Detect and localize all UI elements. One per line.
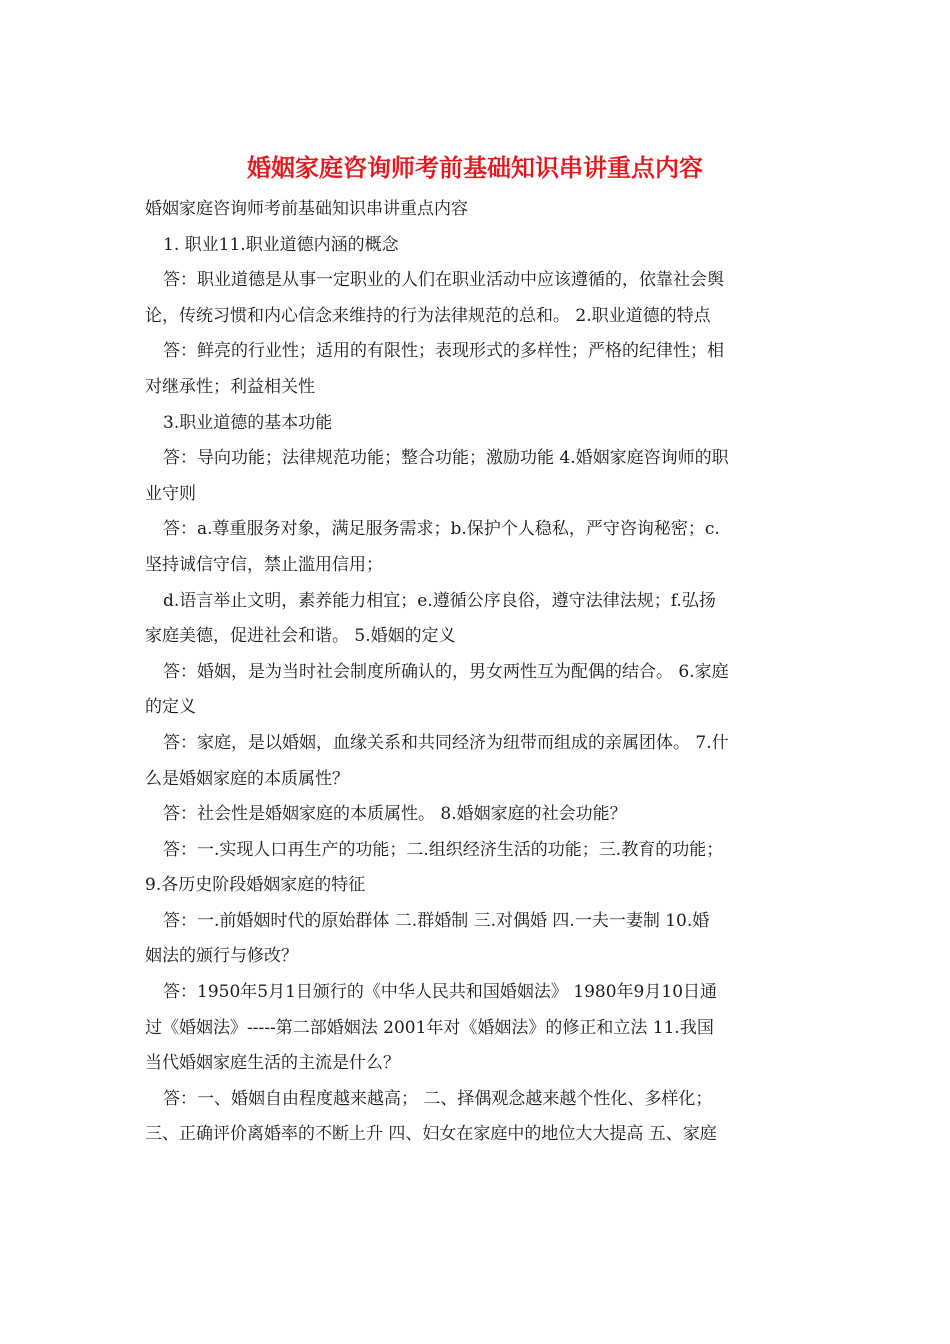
body-line: 过《婚姻法》-----第二部婚姻法 2001年对《婚姻法》的修正和立法 11.我国 bbox=[145, 1017, 714, 1038]
body-line: 答：1950年5月1日颁行的《中华人民共和国婚姻法》 1980年9月10日通 bbox=[163, 982, 718, 1003]
body-line: 答：鲜亮的行业性；适用的有限性；表现形式的多样性；严格的纪律性；相 bbox=[163, 341, 724, 362]
body-line: 答：职业道德是从事一定职业的人们在职业活动中应该遵循的，依靠社会舆 bbox=[163, 270, 724, 291]
body-line: 答：家庭，是以婚姻，血缘关系和共同经济为纽带而组成的亲属团体。 7.什 bbox=[163, 732, 729, 753]
body-line: 答：a.尊重服务对象，满足服务需求；b.保护个人稳私，严守咨询秘密；c. bbox=[163, 519, 720, 540]
document-title: 婚姻家庭咨询师考前基础知识串讲重点内容 bbox=[247, 153, 703, 182]
body-line: 9.各历史阶段婚姻家庭的特征 bbox=[145, 875, 366, 896]
body-line: 答：一.前婚姻时代的原始群体 二.群婚制 三.对偶婚 四.一夫一妻制 10.婚 bbox=[163, 910, 710, 931]
body-line: 么是婚姻家庭的本质属性？ bbox=[145, 768, 349, 789]
body-line: 答：婚姻，是为当时社会制度所确认的，男女两性互为配偶的结合。 6.家庭 bbox=[163, 661, 729, 682]
body-line: 对继承性；利益相关性 bbox=[145, 376, 315, 397]
body-line: 论，传统习惯和内心信念来维持的行为法律规范的总和。 2.职业道德的特点 bbox=[145, 305, 711, 326]
document-body bbox=[145, 192, 805, 1153]
body-line: 当代婚姻家庭生活的主流是什么？ bbox=[145, 1053, 400, 1074]
body-line: d.语言举止文明，素养能力相宜；e.遵循公序良俗，遵守法律法规；f.弘扬 bbox=[163, 590, 716, 611]
body-line: 的定义 bbox=[145, 697, 196, 718]
body-line: 婚姻家庭咨询师考前基础知识串讲重点内容 bbox=[145, 199, 468, 219]
body-line: 答：社会性是婚姻家庭的本质属性。 8.婚姻家庭的社会功能？ bbox=[163, 804, 627, 825]
body-line: 坚持诚信守信，禁止滥用信用； bbox=[145, 554, 383, 575]
body-line: 1. 职业11.职业道德内涵的概念 bbox=[163, 234, 399, 255]
body-line: 业守则 bbox=[145, 483, 196, 504]
body-line: 答：一、婚姻自由程度越来越高； 二、择偶观念越来越个性化、多样化； bbox=[163, 1088, 713, 1109]
body-line: 答：一.实现人口再生产的功能；二.组织经济生活的功能；三.教育的功能； bbox=[163, 839, 724, 860]
body-line: 答：导向功能；法律规范功能；整合功能；激励功能 4.婚姻家庭咨询师的职 bbox=[163, 448, 729, 469]
body-line: 三、正确评价离婚率的不断上升 四、妇女在家庭中的地位大大提高 五、家庭 bbox=[145, 1124, 717, 1145]
body-line: 3.职业道德的基本功能 bbox=[163, 412, 333, 433]
body-line: 姻法的颁行与修改？ bbox=[145, 946, 298, 967]
body-line: 家庭美德，促进社会和谐。 5.婚姻的定义 bbox=[145, 626, 456, 647]
